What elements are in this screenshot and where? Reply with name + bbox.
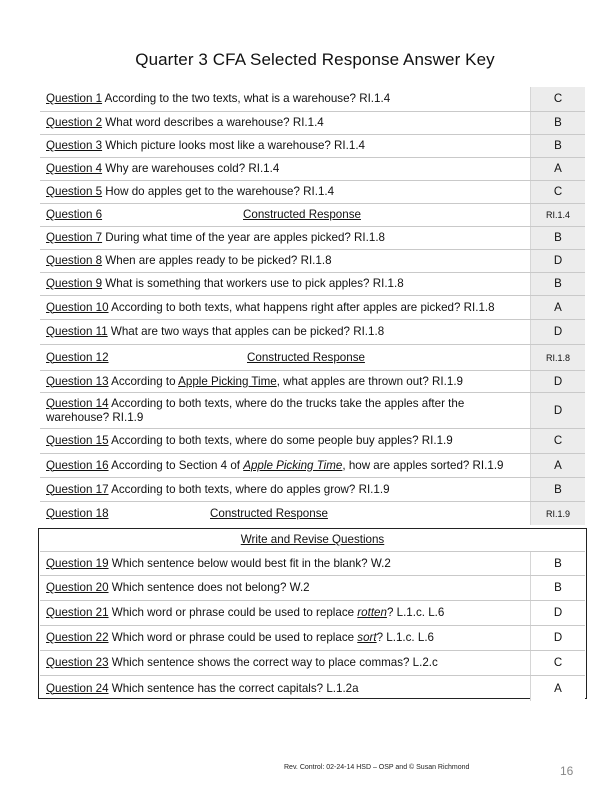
question-text: ? L.1.c. L.6 — [376, 631, 434, 644]
answer-cell: D — [530, 601, 585, 625]
question-number: Question 5 — [46, 185, 103, 198]
question-number: Question 10 — [46, 300, 109, 314]
question-text: , what apples are thrown out? RI.1.9 — [276, 374, 463, 388]
section-heading: Write and Revise Questions — [240, 533, 385, 546]
answer-cell: RI.1.4 — [530, 204, 585, 226]
table-row — [40, 651, 585, 676]
question-text: What are two ways that apples can be picked? RI.1.8 — [107, 325, 385, 338]
question-text: Which word or phrase could be used to replace — [108, 631, 358, 644]
answer-cell: A — [530, 158, 585, 180]
table-row — [40, 454, 585, 478]
table-row — [40, 502, 585, 525]
answer-cell: D — [530, 250, 585, 272]
book-title: Apple Picking Time — [243, 458, 343, 472]
question-number: Question 2 — [46, 116, 103, 129]
question-text: What word describes a warehouse? RI.1.4 — [102, 116, 324, 129]
question-number: Question 21 — [46, 606, 109, 619]
table-row — [40, 371, 585, 393]
answer-cell: B — [530, 227, 585, 249]
question-text: When are apples ready to be picked? RI.1.8 — [102, 254, 332, 267]
question-number: Question 11 — [46, 325, 108, 338]
page-number: 16 — [560, 764, 574, 778]
question-number: Question 17 — [46, 482, 109, 496]
constructed-response-label: Constructed Response — [247, 350, 365, 364]
answer-cell: A — [530, 676, 585, 701]
question-text: According to both texts, where do some people buy apples? RI.1.9 — [108, 434, 453, 447]
answer-cell: B — [530, 576, 585, 600]
answer-cell: A — [530, 296, 585, 319]
question-text: Why are warehouses cold? RI.1.4 — [102, 162, 280, 175]
table-row — [40, 158, 585, 181]
question-text: Which sentence has the correct capitals? L.1.2a — [108, 681, 359, 695]
write-revise-header — [40, 528, 585, 551]
table-row — [40, 676, 585, 701]
question-number: Question 23 — [46, 656, 109, 669]
question-number: Question 22 — [46, 631, 109, 644]
question-text: According to both texts, where do the trucks take the apples after the warehouse? RI.1.9 — [46, 396, 465, 424]
answer-cell: C — [530, 181, 585, 203]
question-number: Question 3 — [46, 139, 103, 152]
answer-cell: D — [530, 371, 585, 392]
question-number: Question 12 — [46, 350, 109, 364]
answer-cell: C — [530, 87, 585, 111]
question-text: ? L.1.c. L.6 — [386, 606, 445, 619]
table-row — [40, 87, 585, 112]
question-text: According to Section 4 of — [108, 458, 244, 472]
question-text: Which sentence does not belong? W.2 — [108, 581, 310, 594]
table-row — [40, 478, 585, 502]
question-number: Question 8 — [46, 254, 103, 267]
table-row — [40, 273, 585, 296]
question-number: Question 7 — [46, 231, 103, 244]
answer-cell: B — [530, 135, 585, 157]
question-number: Question 9 — [46, 277, 103, 290]
question-text: Which picture looks most like a warehouse? RI.1.4 — [102, 139, 365, 152]
footer-revision-note: Rev. Control: 02-24-14 HSD – OSP and © Susan Richmond — [284, 764, 470, 771]
question-text: , how are apples sorted? RI.1.9 — [342, 458, 504, 472]
vocabulary-word: rotten — [357, 606, 387, 619]
question-number: Question 14 — [46, 396, 109, 410]
table-row — [40, 112, 585, 135]
answer-cell: C — [530, 651, 585, 675]
answer-cell: D — [530, 320, 585, 344]
question-number: Question 13 — [46, 374, 109, 388]
question-number: Question 18 — [46, 506, 109, 520]
page-title: Quarter 3 CFA Selected Response Answer Key — [135, 50, 495, 69]
table-row — [40, 135, 585, 158]
question-text: According to — [108, 374, 179, 388]
question-number: Question 1 — [46, 92, 103, 105]
answer-cell: B — [530, 478, 585, 501]
question-text: According to both texts, where do apples grow? RI.1.9 — [108, 482, 390, 496]
answer-cell: C — [530, 429, 585, 453]
table-row — [40, 551, 585, 576]
answer-cell: D — [530, 393, 585, 428]
table-row — [40, 601, 585, 626]
question-number: Question 19 — [46, 556, 109, 570]
vocabulary-word: sort — [357, 631, 377, 644]
question-text: Which word or phrase could be used to replace — [108, 606, 358, 619]
question-number: Question 24 — [46, 681, 109, 695]
answer-cell: RI.1.8 — [530, 345, 585, 370]
question-text: How do apples get to the warehouse? RI.1.4 — [102, 185, 335, 198]
question-number: Question 15 — [46, 434, 109, 447]
answer-key-table — [40, 87, 585, 525]
table-row — [40, 227, 585, 250]
question-text: Which sentence shows the correct way to place commas? L.2.c — [108, 656, 438, 669]
answer-cell: B — [530, 273, 585, 295]
question-text: What is something that workers use to pick apples? RI.1.8 — [102, 277, 404, 290]
question-number: Question 16 — [46, 458, 109, 472]
answer-cell: D — [530, 626, 585, 650]
table-row — [40, 250, 585, 273]
question-number: Question 4 — [46, 162, 103, 175]
table-row — [40, 429, 585, 454]
table-row — [40, 181, 585, 204]
constructed-response-label: Constructed Response — [243, 208, 361, 221]
answer-cell: B — [530, 552, 585, 575]
table-row — [40, 320, 585, 345]
table-row — [40, 296, 585, 320]
table-row — [40, 626, 585, 651]
table-row — [40, 393, 585, 429]
book-title: Apple Picking Time — [178, 374, 277, 388]
table-row — [40, 576, 585, 601]
question-text: According to both texts, what happens right after apples are picked? RI.1.8 — [108, 300, 495, 314]
answer-cell: B — [530, 112, 585, 134]
question-number: Question 6 — [46, 208, 103, 221]
constructed-response-label: Constructed Response — [210, 506, 328, 520]
question-text: According to the two texts, what is a warehouse? RI.1.4 — [102, 92, 391, 105]
table-row — [40, 345, 585, 371]
table-row — [40, 204, 585, 227]
answer-cell: A — [530, 454, 585, 477]
question-number: Question 20 — [46, 581, 109, 594]
question-text: Which sentence below would best fit in the blank? W.2 — [108, 556, 391, 570]
write-revise-table — [40, 551, 585, 701]
answer-cell: RI.1.9 — [530, 502, 585, 525]
question-text: During what time of the year are apples picked? RI.1.8 — [102, 231, 385, 244]
